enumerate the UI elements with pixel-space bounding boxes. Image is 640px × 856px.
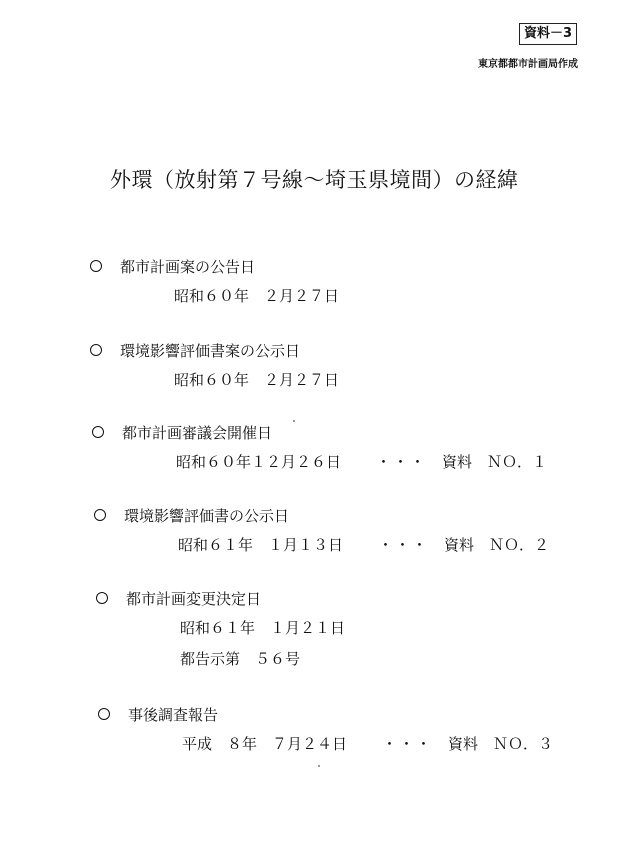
notice-number: 都告示第 ５６号 (180, 650, 301, 668)
item-date: 平成 ８年 ７月２４日 (182, 735, 348, 753)
scan-speck (318, 765, 320, 767)
circle-bullet-icon (94, 509, 106, 521)
item-title: 環境影響評価書の公示日 (124, 507, 290, 525)
reference-label: 資料 ＮＯ．２ (444, 536, 550, 554)
leader-dots: ・・・ (382, 735, 434, 753)
document-title: 外環（放射第７号線～埼玉県境間）の経緯 (110, 168, 519, 192)
author-line: 東京都都市計画局作成 (478, 59, 578, 70)
item-title: 都市計画審議会開催日 (122, 424, 273, 442)
document-label-box: 資料－3 (519, 23, 577, 45)
item-title: 都市計画変更決定日 (126, 590, 262, 608)
circle-bullet-icon (90, 260, 102, 272)
item-title: 環境影響評価書案の公示日 (120, 342, 301, 360)
leader-dots: ・・・ (378, 536, 430, 554)
reference-label: 資料 ＮＯ．１ (442, 453, 548, 471)
leader-dots: ・・・ (376, 453, 428, 471)
item-title: 事後調査報告 (128, 706, 219, 724)
item-date: 昭和６０年 ２月２７日 (174, 287, 340, 305)
item-date: 昭和６１年 １月２１日 (180, 619, 346, 637)
circle-bullet-icon (90, 344, 102, 356)
circle-bullet-icon (92, 426, 104, 438)
reference-label: 資料 ＮＯ．３ (448, 735, 554, 753)
item-title: 都市計画案の公告日 (120, 258, 256, 276)
item-date: 昭和６０年 ２月２７日 (174, 371, 340, 389)
item-date: 昭和６１年 １月１３日 (178, 536, 344, 554)
scan-speck (293, 420, 295, 422)
circle-bullet-icon (96, 592, 108, 604)
circle-bullet-icon (98, 708, 110, 720)
item-date: 昭和６０年１２月２６日 (176, 453, 342, 471)
